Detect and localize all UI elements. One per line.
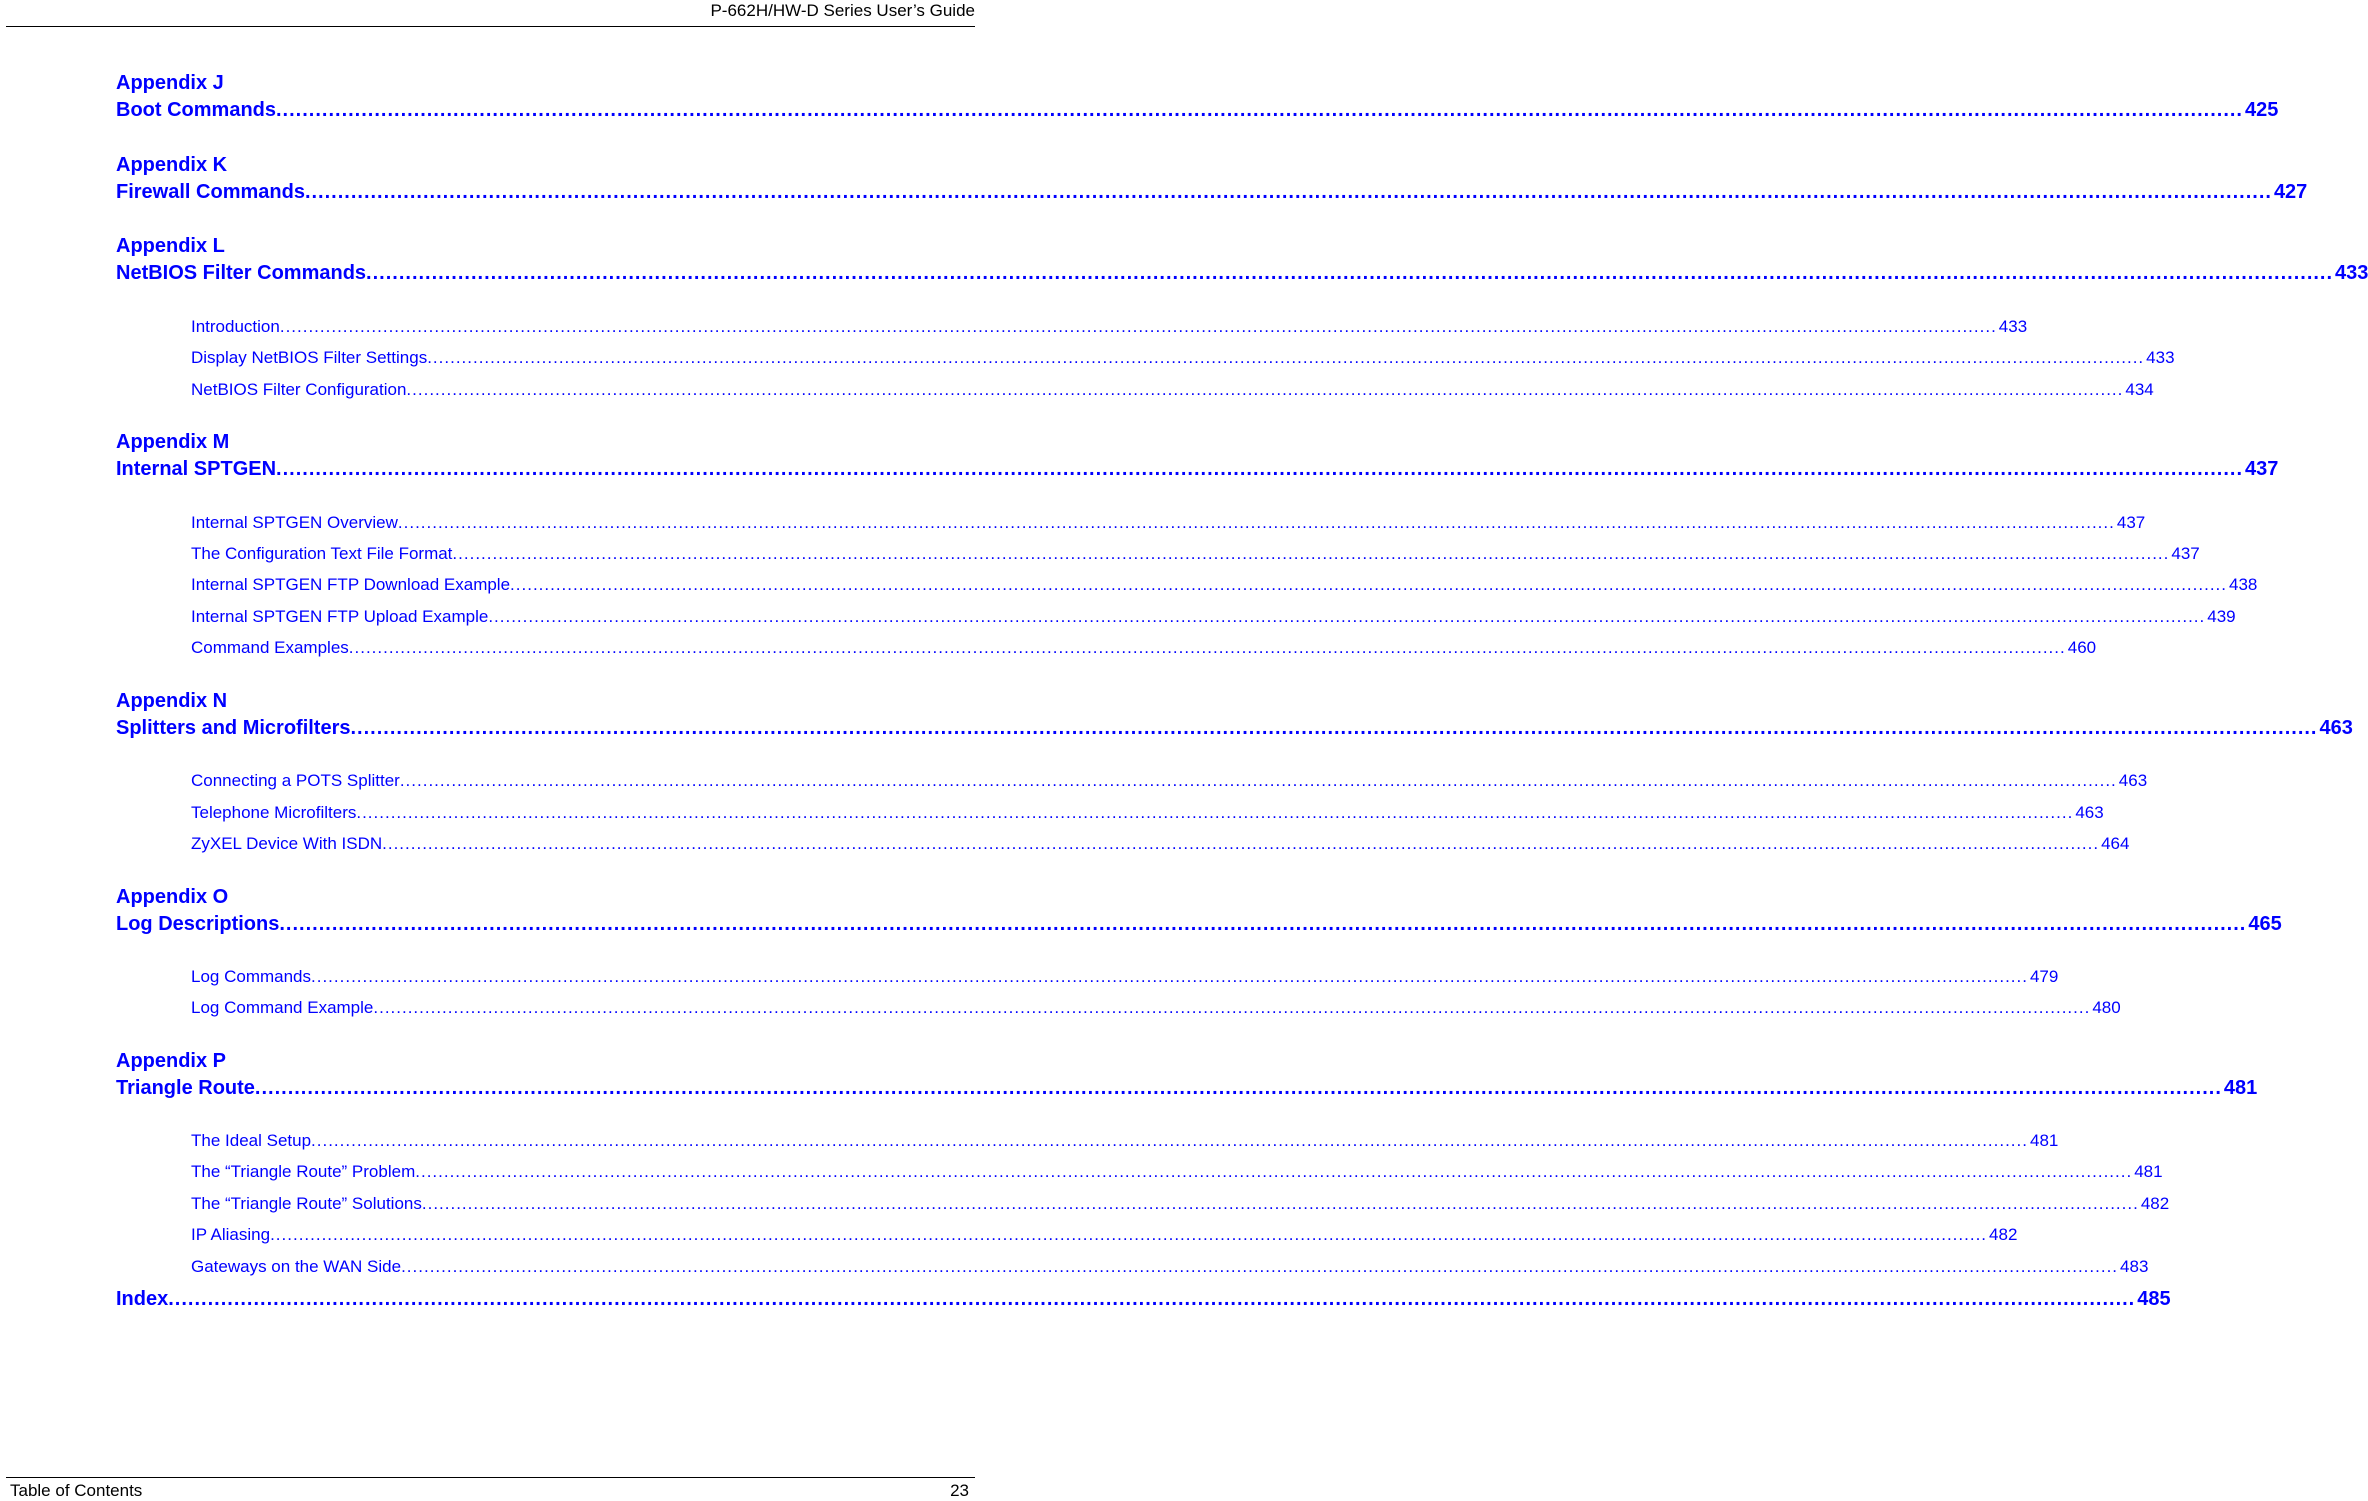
dot-leader: ............................................................................................................................................................................................................................................................................................................ (304, 181, 2272, 203)
toc-subentry-title: Internal SPTGEN FTP Download Example (191, 575, 511, 594)
dot-leader: ............................................................................................................................................................................................................................................................................................................ (421, 1194, 2139, 1213)
toc-subentry[interactable] (191, 638, 2097, 658)
toc-entry-title: Log Descriptions (116, 913, 280, 935)
toc-entry-title: Triangle Route (116, 1077, 255, 1099)
toc-subentry[interactable] (191, 834, 2130, 854)
toc-subentry[interactable] (191, 513, 2146, 533)
dot-leader: ............................................................................................................................................................................................................................................................................................................ (279, 913, 2247, 935)
dot-leader: ............................................................................................................................................................................................................................................................................................................ (373, 998, 2091, 1017)
dot-leader: ............................................................................................................................................................................................................................................................................................................ (348, 638, 2066, 657)
toc-subentry-title: ZyXEL Device With ISDN (191, 834, 383, 853)
toc-subentry-title: Introduction (191, 317, 280, 336)
toc-subentry[interactable] (191, 348, 2175, 368)
toc-subentry[interactable] (191, 575, 2258, 595)
dot-leader: ............................................................................................................................................................................................................................................................................................................ (382, 834, 2100, 853)
toc-entry-netbios-filter-commands[interactable] (116, 261, 2368, 285)
toc-entry-internal-sptgen[interactable] (116, 457, 2279, 481)
toc-entry-page: 427 (2273, 181, 2308, 203)
toc-subentry-page: 434 (2125, 380, 2154, 399)
toc-subentry[interactable] (191, 1162, 2163, 1182)
toc-subentry-title: NetBIOS Filter Configuration (191, 380, 407, 399)
toc-entry-title: Index (116, 1288, 169, 1310)
toc-subentry-page: 483 (2120, 1257, 2149, 1276)
toc-subentry-title: The Configuration Text File Format (191, 544, 453, 563)
dot-leader: ............................................................................................................................................................................................................................................................................................................ (399, 771, 2117, 790)
toc-subentry[interactable] (191, 607, 2236, 627)
dot-leader: ............................................................................................................................................................................................................................................................................................................ (279, 317, 1997, 336)
toc-entry-page: 425 (2245, 99, 2279, 121)
toc-entry-title: NetBIOS Filter Commands (116, 262, 367, 284)
toc-entry-boot-commands[interactable] (116, 98, 2279, 122)
toc-entry-title: Boot Commands (116, 99, 276, 121)
toc-subentry-page: 437 (2171, 544, 2200, 563)
toc-entry-firewall-commands[interactable] (116, 180, 2308, 204)
toc-subentry[interactable] (191, 1225, 2018, 1245)
toc-subentry-page: 464 (2101, 834, 2130, 853)
toc-subentry-page: 481 (2029, 1131, 2059, 1150)
dot-leader: ............................................................................................................................................................................................................................................................................................................ (311, 967, 2028, 986)
toc-entry-triangle-route[interactable] (116, 1076, 2258, 1100)
dot-leader: ............................................................................................................................................................................................................................................................................................................ (168, 1288, 2136, 1310)
toc-entry-index[interactable] (116, 1287, 2171, 1311)
footer-section: Table of Contents (10, 1481, 143, 1500)
toc-subentry[interactable] (191, 803, 2104, 823)
dot-leader: ............................................................................................................................................................................................................................................................................................................ (397, 513, 2115, 532)
toc-subentry[interactable] (191, 380, 2154, 400)
toc-entry-splitters-and-microfilters[interactable] (116, 716, 2353, 740)
toc-subentry-title: Telephone Microfilters (191, 803, 357, 822)
toc-subentry[interactable] (191, 1131, 2059, 1151)
dot-leader: ............................................................................................................................................................................................................................................................................................................ (276, 99, 2243, 121)
dot-leader: ............................................................................................................................................................................................................................................................................................................ (254, 1077, 2222, 1099)
toc-entry-page: 465 (2248, 913, 2282, 935)
toc-entry-title: Firewall Commands (116, 181, 305, 203)
toc-subentry-page: 479 (2029, 967, 2059, 986)
toc-entry-page: 437 (2245, 458, 2279, 480)
toc-entry-title: Internal SPTGEN (116, 458, 277, 480)
toc-entry-page: 433 (2335, 262, 2368, 284)
dot-leader: ............................................................................................................................................................................................................................................................................................................ (488, 607, 2206, 626)
toc-subentry-page: 463 (2075, 803, 2104, 822)
toc-subentry[interactable] (191, 317, 2028, 337)
header-rule (6, 26, 975, 27)
footer-rule (6, 1477, 975, 1478)
dot-leader: ............................................................................................................................................................................................................................................................................................................ (276, 458, 2244, 480)
toc-subentry-page: 463 (2118, 771, 2148, 790)
dot-leader: ............................................................................................................................................................................................................................................................................................................ (356, 803, 2074, 822)
toc-entry-page: 463 (2319, 717, 2353, 739)
appendix-label: Appendix L (116, 235, 225, 257)
footer-page-number: 23 (950, 1481, 969, 1500)
toc-subentry-page: 480 (2092, 998, 2121, 1017)
dot-leader: ............................................................................................................................................................................................................................................................................................................ (427, 348, 2145, 367)
dot-leader: ............................................................................................................................................................................................................................................................................................................ (311, 1131, 2028, 1150)
toc-subentry-page: 460 (2067, 638, 2097, 657)
dot-leader: ............................................................................................................................................................................................................................................................................................................ (366, 262, 2334, 284)
toc-subentry-page: 481 (2134, 1162, 2163, 1181)
toc-subentry[interactable] (191, 967, 2059, 987)
toc-entry-title: Splitters and Microfilters (116, 717, 351, 739)
appendix-label: Appendix P (116, 1050, 227, 1072)
toc-subentry-page: 437 (2116, 513, 2146, 532)
dot-leader: ............................................................................................................................................................................................................................................................................................................ (510, 575, 2227, 594)
toc-subentry-page: 433 (2146, 348, 2175, 367)
toc-subentry-title: Connecting a POTS Splitter (191, 771, 400, 790)
toc-subentry-title: Internal SPTGEN Overview (191, 513, 398, 532)
toc-subentry-title: Command Examples (191, 638, 349, 657)
toc-subentry-title: The “Triangle Route” Problem (191, 1162, 416, 1181)
toc-subentry-title: Internal SPTGEN FTP Upload Example (191, 607, 489, 626)
toc-entry-page: 481 (2223, 1077, 2258, 1099)
toc-subentry-title: IP Aliasing (191, 1225, 271, 1244)
toc-subentry-page: 482 (2140, 1194, 2170, 1213)
appendix-label: Appendix J (116, 72, 224, 94)
toc-subentry-title: Gateways on the WAN Side (191, 1257, 402, 1276)
toc-subentry[interactable] (191, 1257, 2149, 1277)
toc-subentry-title: The “Triangle Route” Solutions (191, 1194, 422, 1213)
toc-entry-page: 485 (2137, 1288, 2171, 1310)
header-title: P-662H/HW-D Series User’s Guide (710, 1, 975, 20)
dot-leader: ............................................................................................................................................................................................................................................................................................................ (415, 1162, 2133, 1181)
toc-subentry-title: Log Commands (191, 967, 312, 986)
dot-leader: ............................................................................................................................................................................................................................................................................................................ (452, 544, 2170, 563)
dot-leader: ............................................................................................................................................................................................................................................................................................................ (406, 380, 2124, 399)
dot-leader: ............................................................................................................................................................................................................................................................................................................ (270, 1225, 1988, 1244)
toc-subentry-page: 438 (2229, 575, 2258, 594)
appendix-label: Appendix O (116, 886, 229, 908)
toc-subentry[interactable] (191, 771, 2148, 791)
dot-leader: ............................................................................................................................................................................................................................................................................................................ (350, 717, 2318, 739)
toc-subentry-title: Log Command Example (191, 998, 374, 1017)
toc-entry-log-descriptions[interactable] (116, 912, 2282, 936)
toc-subentry-title: Display NetBIOS Filter Settings (191, 348, 428, 367)
toc-subentry-page: 433 (1998, 317, 2028, 336)
toc-subentry-page: 439 (2207, 607, 2236, 626)
toc-subentry[interactable] (191, 998, 2121, 1018)
dot-leader: ............................................................................................................................................................................................................................................................................................................ (401, 1257, 2119, 1276)
appendix-label: Appendix K (116, 154, 228, 176)
toc-subentry-title: The Ideal Setup (191, 1131, 312, 1150)
appendix-label: Appendix N (116, 690, 228, 712)
appendix-label: Appendix M (116, 431, 230, 453)
toc-subentry-page: 482 (1989, 1225, 2018, 1244)
toc-subentry[interactable] (191, 544, 2200, 564)
toc-subentry[interactable] (191, 1194, 2170, 1214)
